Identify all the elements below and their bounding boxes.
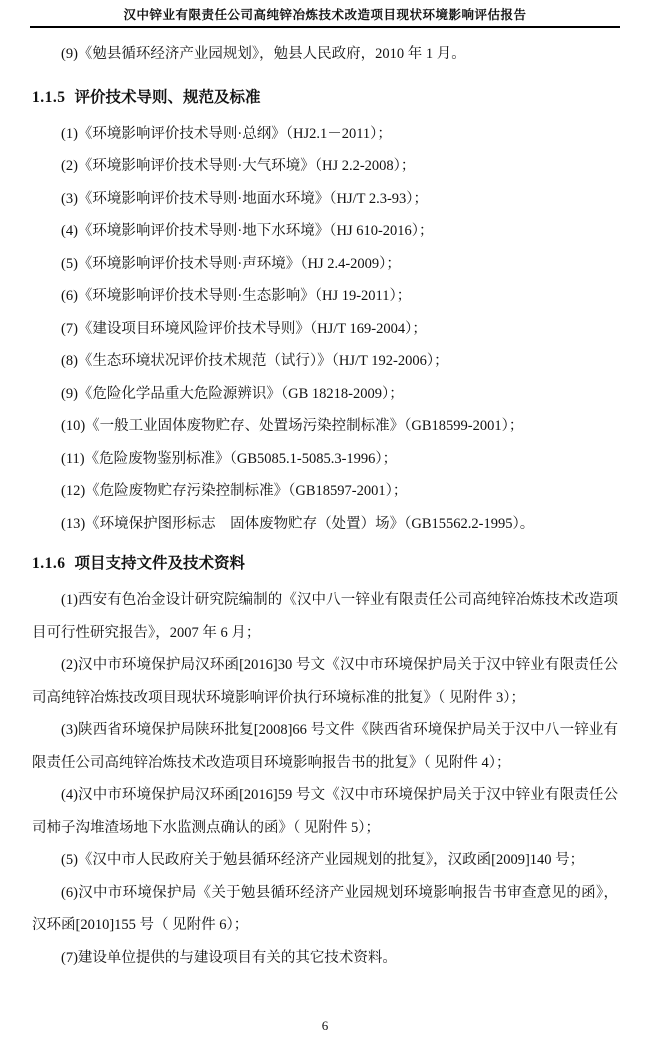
standard-item-1: (1)《环境影响评价技术导则·总纲》（HJ2.1－2011）； [61, 125, 392, 142]
section-title: 项目支持文件及技术资料 [74, 555, 246, 572]
page-number: 6 [321, 1018, 329, 1033]
standard-item-13: (13)《环境保护图形标志 固体废物贮存（处置）场》（GB15562.2-1995）。 [61, 515, 535, 532]
running-head-title: 汉中锌业有限责任公司高纯锌冶炼技术改造项目现状环境影响评估报告 [123, 8, 527, 22]
support-doc-2: (2)汉中市环境保护局汉环函[2016]30 号文《汉中市环境保护局关于汉中锌业有限责任公司高纯锌冶炼技改项目现状环境影响评价执行环境标准的批复》（ 见附件 3）； [32, 657, 618, 706]
section-number: 1.1.5 [32, 88, 66, 106]
support-doc-3: (3)陕西省环境保护局陕环批复[2008]66 号文件《陕西省环境保护局关于汉中八一锌业有限责任公司高纯锌冶炼技术改造项目环境影响报告书的批复》（ 见附件 4）； [32, 722, 618, 771]
section-number: 1.1.6 [32, 555, 66, 572]
standard-item-12: (12)《危险废物贮存污染控制标准》（GB18597-2001）； [61, 483, 408, 499]
support-doc-4: (4)汉中市环境保护局汉环函[2016]59 号文《汉中市环境保护局关于汉中锌业有限责任公司柿子沟堆渣场地下水监测点确认的函》（ 见附件 5）； [32, 787, 618, 836]
standard-item-3: (3)《环境影响评价技术导则·地面水环境》（HJ/T 2.3-93）； [61, 190, 429, 207]
section-heading-1-1-5 [32, 87, 618, 109]
standard-item-2: (2)《环境影响评价技术导则·大气环境》（HJ 2.2-2008）； [61, 158, 416, 174]
section-title: 评价技术导则、规范及标准 [74, 88, 261, 106]
standard-item-8: (8)《生态环境状况评价技术规范（试行）》（HJ/T 192-2006）； [61, 353, 449, 369]
standard-item-6: (6)《环境影响评价技术导则·生态影响》（HJ 19-2011）； [61, 288, 412, 304]
support-doc-6: (6)汉中市环境保护局《关于勉县循环经济产业园规划环境影响报告书审查意见的函》，汉环函[2010]155 号（ 见附件 6）； [32, 884, 618, 933]
standard-item-9: (9)《危险化学品重大危险源辨识》（GB 18218-2009）； [61, 385, 404, 402]
support-doc-5: (5)《汉中市人民政府关于勉县循环经济产业园规划的批复》，汉政函[2009]140 号； [61, 852, 585, 868]
support-doc-7: (7)建设单位提供的与建设项目有关的其它技术资料。 [61, 949, 397, 966]
standard-item-11: (11)《危险废物鉴别标准》（GB5085.1-5085.3-1996）； [61, 450, 398, 467]
page-content [0, 28, 650, 974]
standard-item-10: (10)《一般工业固体废物贮存、处置场污染控制标准》（GB18599-2001）； [61, 418, 524, 434]
standard-item-4: (4)《环境影响评价技术导则·地下水环境》（HJ 610-2016）； [61, 223, 434, 239]
support-doc-1: (1)西安有色冶金设计研究院编制的《汉中八一锌业有限责任公司高纯锌冶炼技术改造项目可行性研究报告》，2007 年 6 月； [32, 592, 618, 641]
section-heading-1-1-6 [32, 553, 618, 575]
page-header [0, 0, 650, 28]
standard-item-7: (7)《建设项目环境风险评价技术导则》（HJ/T 169-2004）； [61, 320, 427, 337]
standard-item-5: (5)《环境影响评价技术导则·声环境》（HJ 2.4-2009）； [61, 255, 401, 272]
reference-item-9: (9)《勉县循环经济产业园规划》，勉县人民政府，2010 年 1 月。 [61, 46, 466, 62]
